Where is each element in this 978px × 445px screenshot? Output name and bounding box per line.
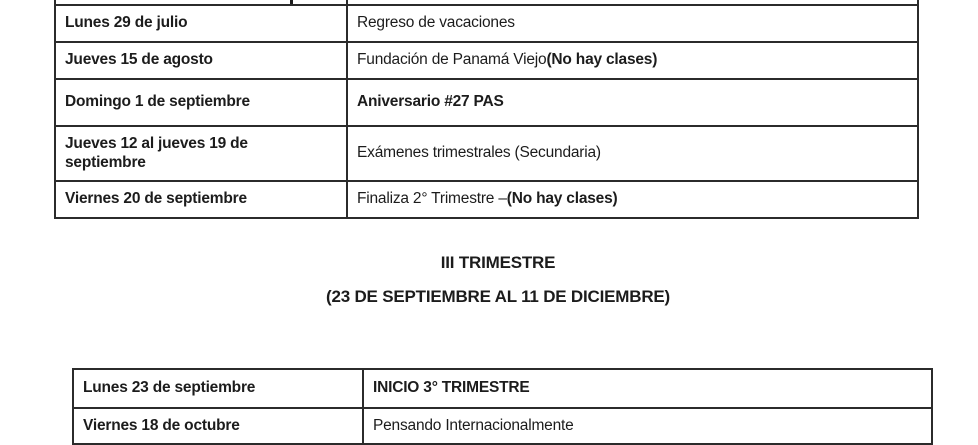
section-heading xyxy=(9,246,978,314)
event-text: Exámenes trimestrales (Secundaria) xyxy=(357,144,601,162)
date-text: Domingo 1 de septiembre xyxy=(65,93,250,111)
table-row xyxy=(56,182,917,217)
event-cell xyxy=(346,43,917,78)
event-cell xyxy=(346,80,917,125)
event-cell xyxy=(346,182,917,217)
table-row xyxy=(74,409,931,443)
event-cell xyxy=(346,6,917,41)
date-text: Viernes 18 de octubre xyxy=(83,416,240,434)
heading-line-1: III TRIMESTRE xyxy=(440,253,556,272)
table-row xyxy=(56,43,917,80)
date-cell xyxy=(56,43,346,78)
date-cell xyxy=(56,127,346,180)
date-cell xyxy=(56,0,346,4)
event-text: Regreso de vacaciones xyxy=(357,14,515,32)
table-row xyxy=(56,80,917,127)
clipped-text-fragment xyxy=(290,0,293,4)
date-cell xyxy=(74,409,362,443)
table-row xyxy=(56,6,917,43)
heading-line-2: (23 DE SEPTIEMBRE AL 11 DE DICIEMBRE) xyxy=(325,287,670,306)
trimester-3-events-table xyxy=(72,368,933,445)
date-text: Viernes 20 de septiembre xyxy=(65,190,247,208)
event-text: Finaliza 2° Trimestre – xyxy=(357,190,507,208)
event-cell xyxy=(346,0,917,4)
event-cell xyxy=(362,409,931,443)
table-row xyxy=(56,127,917,182)
date-text: Jueves 12 al jueves 19 de septiembre xyxy=(65,134,248,171)
date-text: Lunes 23 de septiembre xyxy=(83,379,256,397)
date-cell xyxy=(56,80,346,125)
date-cell xyxy=(56,182,346,217)
event-text-bold: (No hay clases) xyxy=(546,51,658,69)
event-text-bold: INICIO 3° TRIMESTRE xyxy=(373,379,530,397)
event-text: Fundación de Panamá Viejo xyxy=(357,51,547,69)
date-cell xyxy=(56,6,346,41)
date-cell xyxy=(74,370,362,407)
date-text: Jueves 15 de agosto xyxy=(65,51,213,69)
event-cell xyxy=(362,370,931,407)
event-text: Pensando Internacionalmente xyxy=(373,416,574,434)
event-text-bold: Aniversario #27 PAS xyxy=(357,93,504,111)
trimester-2-events-table xyxy=(54,0,919,219)
table-row xyxy=(74,370,931,409)
event-text-bold: (No hay clases) xyxy=(506,190,618,208)
date-text: Lunes 29 de julio xyxy=(65,14,188,32)
event-cell xyxy=(346,127,917,180)
